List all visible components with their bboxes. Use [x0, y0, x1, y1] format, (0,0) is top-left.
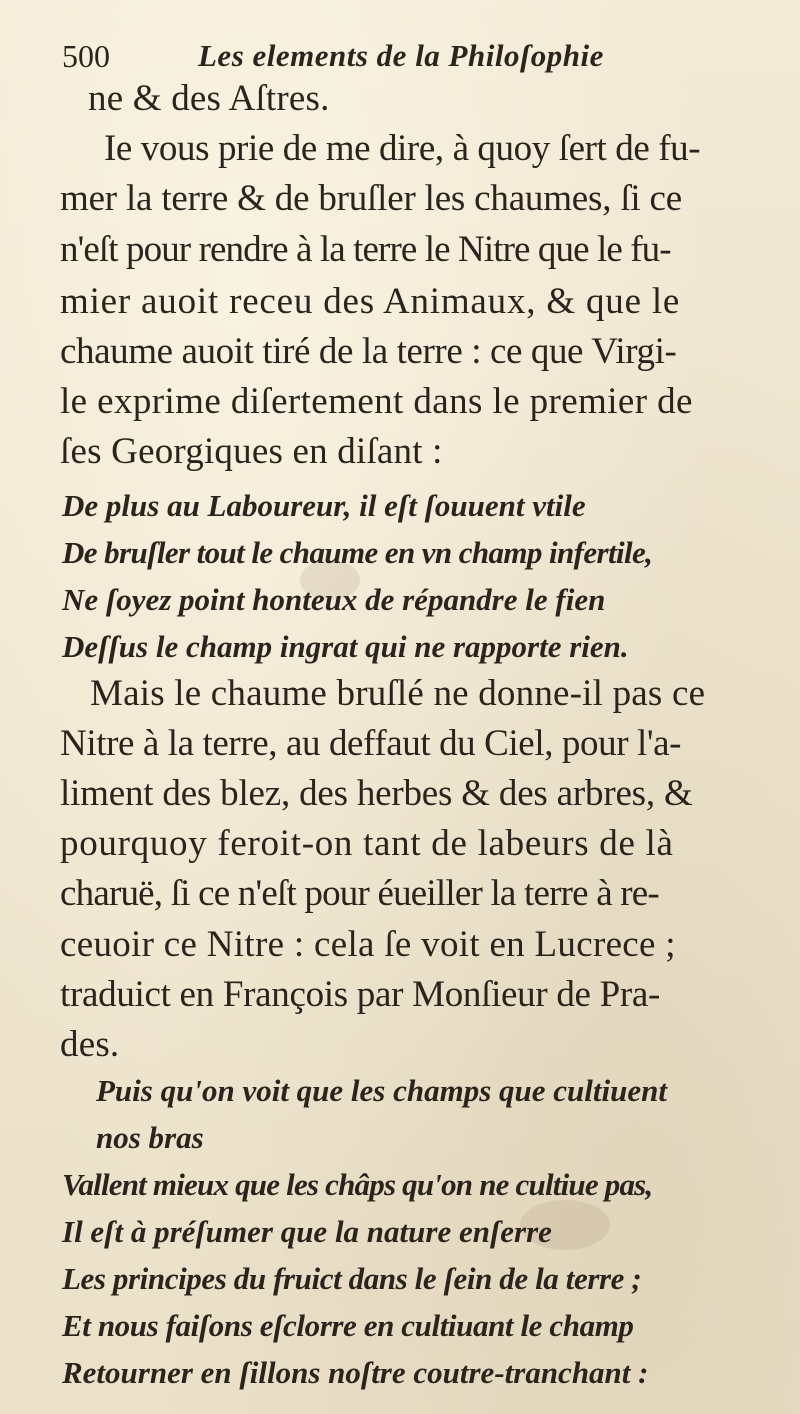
text-line: Mais le chaume bruſlé ne donne-il pas ce [90, 673, 706, 714]
text-line: charuë, ſi ce n'eſt pour éueiller la terre à re- [60, 873, 659, 914]
text-line: Ie vous prie de me dire, à quoy ſert de fu- [104, 128, 701, 169]
verse-line: De plus au Laboureur, il eſt ſouuent vtile [62, 488, 586, 523]
text-line: ne & des Aſtres. [88, 78, 330, 119]
text-line: mier auoit receu des Animaux, & que le [60, 281, 681, 322]
running-title: Les elements de la Philoſophie [198, 38, 604, 73]
page-number: 500 [62, 38, 110, 74]
text-line: ceuoir ce Nitre : cela ſe voit en Lucrece ; [60, 924, 676, 965]
text-line: des. [60, 1024, 120, 1065]
verse-line: Retourner en ſillons noſtre coutre-tranchant : [62, 1355, 649, 1390]
verse-line: Deſſus le champ ingrat qui ne rapporte rien. [62, 629, 629, 664]
text-line: chaume auoit tiré de la terre : ce que Virgi- [60, 331, 677, 372]
verse-line: nos bras [96, 1120, 204, 1155]
verse-line: Puis qu'on voit que les champs que cultiuent [96, 1073, 667, 1108]
text-line: pourquoy feroit-on tant de labeurs de là [60, 823, 674, 864]
text-line: liment des blez, des herbes & des arbres, & [60, 773, 693, 814]
text-line: n'eſt pour rendre à la terre le Nitre que le fu- [60, 229, 671, 270]
text-line: ſes Georgiques en diſant : [60, 431, 443, 472]
text-line: Nitre à la terre, au deffaut du Ciel, pour l'a- [60, 723, 682, 764]
text-line: traduict en François par Monſieur de Pra- [60, 974, 661, 1015]
verse-line: Ne ſoyez point honteux de répandre le fien [62, 582, 606, 617]
verse-line: Vallent mieux que les châps qu'on ne cultiue pas, [62, 1167, 653, 1202]
text-line: le exprime diſertement dans le premier de [60, 381, 693, 422]
verse-line: Les principes du fruict dans le ſein de la terre ; [62, 1261, 642, 1296]
text-line: mer la terre & de bruſler les chaumes, ſi ce [60, 178, 682, 219]
verse-line: Et nous faiſons eſclorre en cultiuant le champ [62, 1308, 634, 1343]
verse-line: De bruſler tout le chaume en vn champ infertile, [62, 535, 653, 570]
verse-line: Il eſt à préſumer que la nature enſerre [62, 1214, 552, 1249]
